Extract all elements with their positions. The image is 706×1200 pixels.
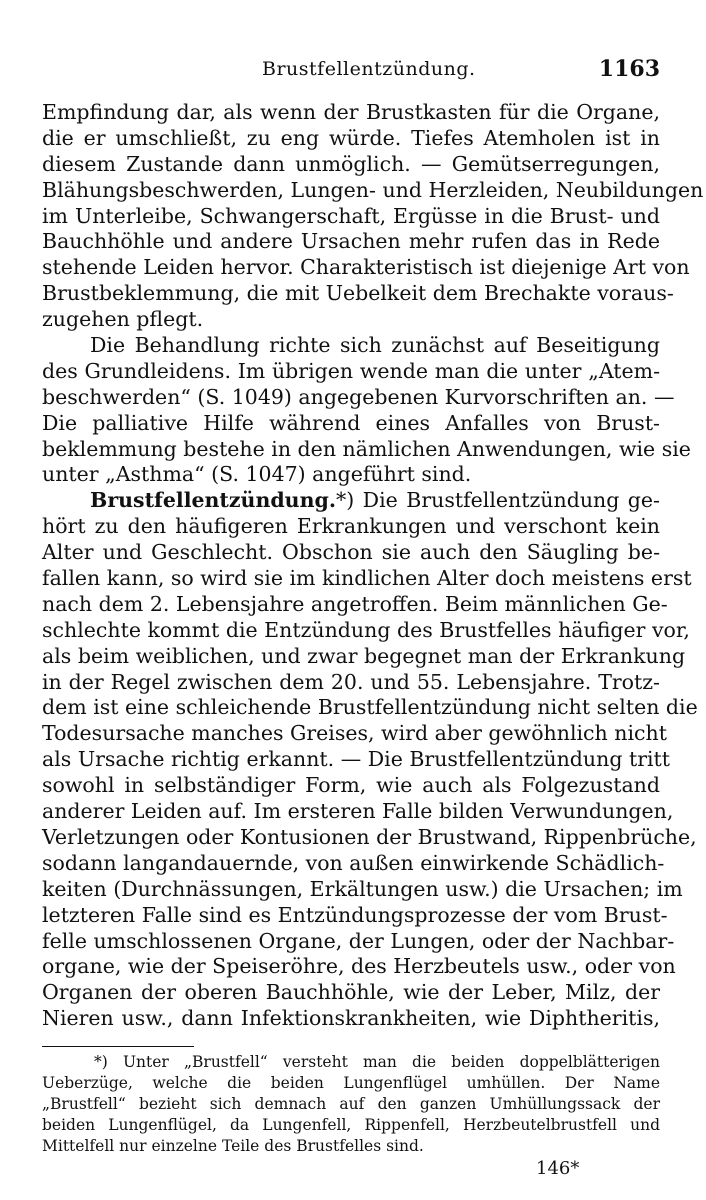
text-line: sodann langandauernde, von außen einwirkende Schädlich- <box>42 850 665 875</box>
signature-mark: 146* <box>536 1158 580 1179</box>
running-title: Brustfellentzündung. <box>262 58 476 80</box>
section-start-line <box>42 488 660 514</box>
text-line: fallen kann, so wird sie im kindlichen Alter doch meistens erst <box>42 566 692 591</box>
text-line: des Grundleidens. Im übrigen wende man die unter „Atem- <box>42 358 660 383</box>
text-line: Nieren usw., dann Infektionskrankheiten, wie Diphtheritis, <box>42 1006 660 1031</box>
text-line: als beim weiblichen, und zwar begegnet man der Erkrankung <box>42 643 686 668</box>
footnote-line: Mittelfell nur einzelne Teile des Brustfelles sind. <box>42 1137 424 1155</box>
text-line: stehende Leiden hervor. Charakteristisch ist diejenige Art von <box>42 255 690 280</box>
text-line: letzteren Falle sind es Entzündungsprozesse der vom Brust- <box>42 902 668 927</box>
text-line: Empfindung dar, als wenn der Brustkasten für die Organe, <box>42 100 660 124</box>
footnote <box>42 1052 660 1157</box>
text-line: Blähungsbeschwerden, Lungen- und Herzleiden, Neubildungen <box>42 177 704 202</box>
footnote-rule <box>42 1046 194 1047</box>
section-heading: Brustfellentzündung. <box>90 488 336 513</box>
text-line: Verletzungen oder Kontusionen der Brustwand, Rippenbrüche, <box>42 824 697 849</box>
text-line: diesem Zustande dann unmöglich. — Gemütserregungen, <box>42 151 660 176</box>
body-text <box>42 100 704 1032</box>
text-line: Bauchhöhle und andere Ursachen mehr rufen das in Rede <box>42 229 660 254</box>
text-line: schlechte kommt die Entzündung des Brustfelles häufiger vor, <box>42 617 690 642</box>
text-line: Die Behandlung richte sich zunächst auf Beseitigung <box>90 333 660 358</box>
text-line: beklemmung bestehe in den nämlichen Anwendungen, wie sie <box>42 436 691 461</box>
text-line: die er umschließt, zu eng würde. Tiefes Atemholen ist in <box>42 125 660 150</box>
text-line: sowohl in selbständiger Form, wie auch als Folgezustand <box>42 773 660 798</box>
text-line: Die palliative Hilfe während eines Anfalles von Brust- <box>42 410 660 435</box>
footnote-line: *) Unter „Brustfell“ versteht man die beiden doppelblätterigen <box>94 1053 660 1071</box>
text-line: Brustbeklemmung, die mit Uebelkeit dem Brechakte voraus- <box>42 281 674 306</box>
footnote-line: Ueberzüge, welche die beiden Lungenflügel umhüllen. Der Name <box>42 1074 660 1092</box>
text-line: nach dem 2. Lebensjahre angetroffen. Beim männlichen Ge- <box>42 591 668 616</box>
text-line: keiten (Durchnässungen, Erkältungen usw.) die Ursachen; im <box>42 876 683 901</box>
text-line: *) Die Brustfellentzündung ge- <box>335 488 660 513</box>
text-line: beschwerden“ (S. 1049) angegebenen Kurvorschriften an. — <box>42 384 675 409</box>
text-line: Alter und Geschlecht. Obschon sie auch den Säugling be- <box>42 540 660 565</box>
footnote-line: beiden Lungenflügel, da Lungenfell, Rippenfell, Herzbeutelbrustfell und <box>42 1116 660 1134</box>
text-line: dem ist eine schleichende Brustfellentzündung nicht selten die <box>42 695 698 720</box>
text-line: felle umschlossenen Organe, der Lungen, oder der Nachbar- <box>42 928 675 953</box>
text-line: Todesursache manches Greises, wird aber gewöhnlich nicht <box>42 721 667 746</box>
text-line: im Unterleibe, Schwangerschaft, Ergüsse in die Brust- und <box>42 203 660 228</box>
text-line: organe, wie der Speiseröhre, des Herzbeutels usw., oder von <box>42 954 676 979</box>
text-line: zugehen pflegt. <box>42 307 204 332</box>
text-line: in der Regel zwischen dem 20. und 55. Lebensjahre. Trotz- <box>42 669 660 694</box>
text-line: hört zu den häufigeren Erkrankungen und verschont kein <box>42 514 660 539</box>
page-number: 1163 <box>598 56 660 82</box>
text-line: unter „Asthma“ (S. 1047) angeführt sind. <box>42 462 472 487</box>
text-line: Organen der oberen Bauchhöhle, wie der Leber, Milz, der <box>42 980 660 1005</box>
footnote-line: „Brustfell“ bezieht sich demnach auf den ganzen Umhüllungssack der <box>42 1095 660 1113</box>
text-line: als Ursache richtig erkannt. — Die Brustfellentzündung tritt <box>42 747 671 772</box>
text-line: anderer Leiden auf. Im ersteren Falle bilden Verwundungen, <box>42 799 674 824</box>
